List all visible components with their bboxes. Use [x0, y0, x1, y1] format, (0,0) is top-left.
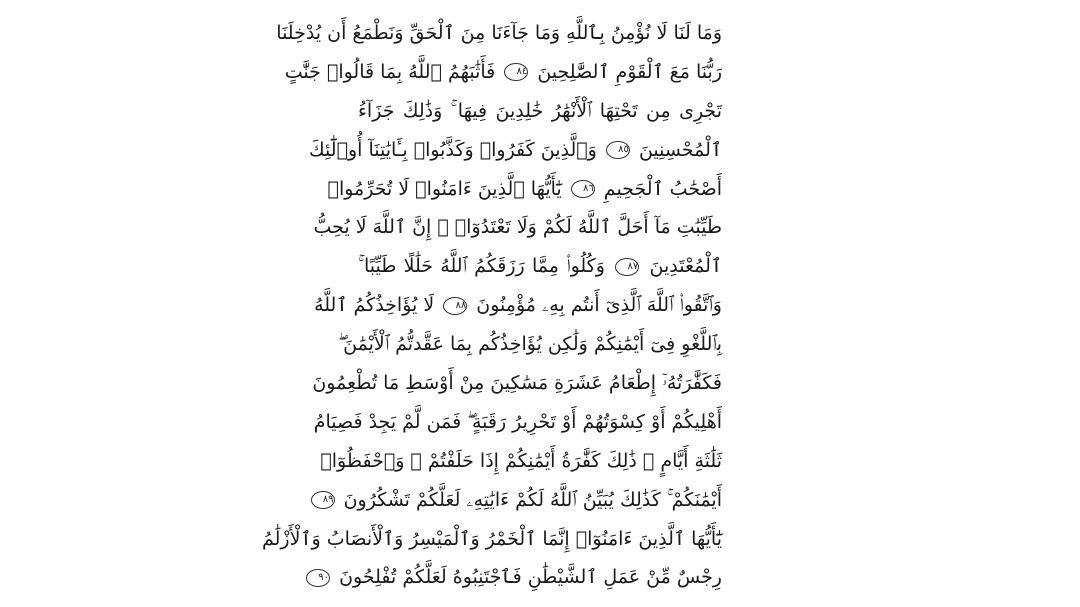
line-text-after: يَٰٓأَيُّهَا ٱلَّذِينَ ءَامَنُوا۟ لَا تُحَرِّمُوا۟ [327, 177, 562, 200]
line-text: أَهْلِيكُمْ أَوْ كِسْوَتُهُمْ أَوْ تَحْرِيرُ رَقَبَةٍ ۖ فَمَن لَّمْ يَجِدْ فَصِيَامُ [313, 410, 722, 433]
line-text: وَمَا لَنَا لَا نُؤْمِنُ بِٱللَّهِ وَمَا جَآءَنَا مِنَ ٱلْحَقِّ وَنَطْمَعُ أَن يُدْخِلَنَا [276, 22, 722, 44]
ayah-number-84: ٨٤ [504, 63, 528, 81]
line-text: طَيِّبَٰتِ مَآ أَحَلَّ ٱللَّهُ لَكُمْ وَلَا تَعْتَدُوٓا۟ ۚ إِنَّ ٱللَّهَ لَا يُحِبُّ [313, 216, 722, 239]
line-text: أَيْمَٰنَكُمْ ۚ كَذَٰلِكَ يُبَيِّنُ ٱللَّهُ لَكُمْ ءَايَٰتِهِۦ لَعَلَّكُمْ تَشْكُرُونَ [343, 488, 722, 511]
line-text-after: لَا يُؤَاخِذُكُمُ ٱللَّهُ [314, 294, 435, 317]
ayah-number-89: ٨٩ [311, 491, 335, 509]
text-line-11 [313, 403, 722, 442]
line-text: ٱلْمُحْسِنِينَ [638, 138, 722, 161]
ayah-number-87: ٨٧ [615, 258, 639, 276]
line-text: فَكَفَّٰرَتُهُۥٓ إِطْعَامُ عَشَرَةِ مَسَٰكِينَ مِنْ أَوْسَطِ مَا تُطْعِمُونَ [312, 372, 722, 395]
ayah-number-90: ٩٠ [306, 569, 330, 587]
text-line-10 [312, 364, 722, 403]
line-text: رِجْسٌ مِّنْ عَمَلِ ٱلشَّيْطَٰنِ فَٱجْتَنِبُوهُ لَعَلَّكُمْ تُفْلِحُونَ [339, 566, 722, 589]
ayah-number-85: ٨٥ [606, 141, 630, 159]
text-line-14 [261, 520, 722, 559]
text-line-6 [313, 208, 722, 247]
text-line-12 [320, 442, 722, 481]
line-text: ٱلْمُعْتَدِينَ [649, 255, 723, 278]
quran-text-column [261, 14, 723, 598]
line-text: يَٰٓأَيُّهَا ٱلَّذِينَ ءَامَنُوٓا۟ إِنَّمَا ٱلْخَمْرُ وَٱلْمَيْسِرُ وَٱلْأَنصَابُ وَٱلْأَزْلَٰمُ [261, 527, 722, 550]
text-line-1 [276, 14, 722, 53]
line-text: بِٱللَّغْوِ فِىٓ أَيْمَٰنِكُمْ وَلَٰكِن يُؤَاخِذُكُم بِمَا عَقَّدتُّمُ ٱلْأَيْمَٰنَ ۖ [338, 333, 722, 356]
text-line-5 [327, 170, 722, 209]
text-line-13 [322, 481, 722, 520]
line-text-after: وَكُلُوا۟ مِمَّا رَزَقَكُمُ ٱللَّهُ حَلَٰلًا طَيِّبًا ۚ [358, 255, 605, 278]
text-line-2 [284, 53, 722, 92]
line-text: ثَلَٰثَةِ أَيَّامٍ ۚ ذَٰلِكَ كَفَّٰرَةُ أَيْمَٰنِكُمْ إِذَا حَلَفْتُمْ ۚ وَٱحْفَظُوٓا۟ [320, 449, 722, 472]
line-text: تَجْرِى مِن تَحْتِهَا ٱلْأَنْهَٰرُ خَٰلِدِينَ فِيهَا ۚ وَذَٰلِكَ جَزَآءُ [358, 99, 722, 122]
ayah-number-88: ٨٨ [443, 297, 467, 315]
line-text-after: وَٱلَّذِينَ كَفَرُوا۟ وَكَذَّبُوا۟ بِـَٔايَٰتِنَآ أُو۟لَٰٓئِكَ [309, 138, 597, 161]
text-line-8 [314, 286, 722, 325]
line-text: رَبُّنَا مَعَ ٱلْقَوْمِ ٱلصَّٰلِحِينَ [537, 60, 722, 83]
line-text: وَٱتَّقُوا۟ ٱللَّهَ ٱلَّذِىٓ أَنتُم بِهِۦ مُؤْمِنُونَ [476, 294, 722, 317]
text-line-3 [358, 92, 722, 131]
line-text-after: فَأَثَٰبَهُمُ ٱللَّهُ بِمَا قَالُوا۟ جَنَّٰتٍ [284, 60, 496, 83]
text-line-15 [318, 558, 722, 597]
ayah-number-86: ٨٦ [571, 180, 595, 198]
line-text: أَصْحَٰبُ ٱلْجَحِيمِ [603, 177, 722, 200]
text-line-4 [309, 131, 722, 170]
text-line-7 [358, 247, 722, 286]
text-line-9 [338, 325, 722, 364]
